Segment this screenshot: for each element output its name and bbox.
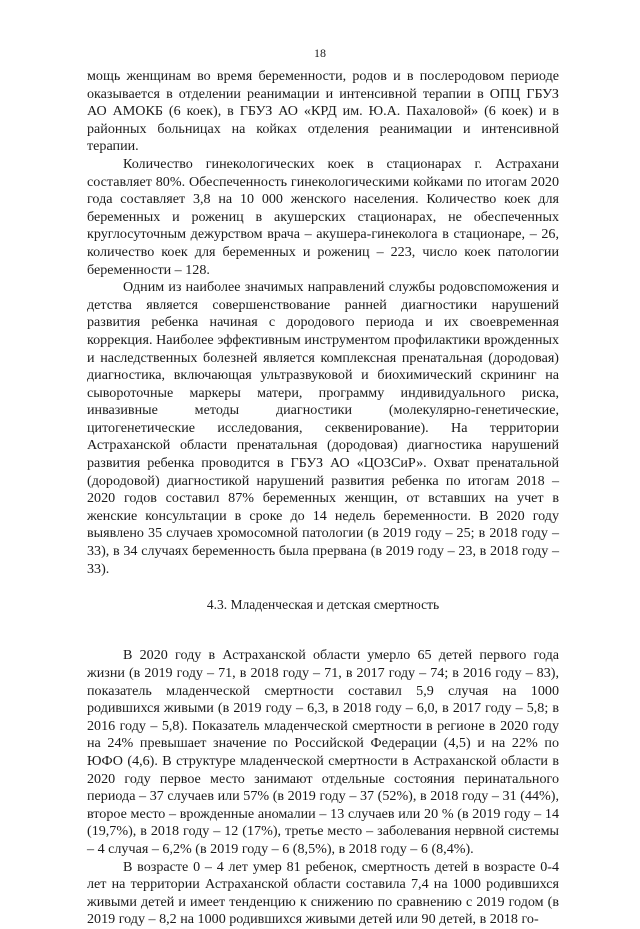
section-heading: 4.3. Младенческая и детская смертность xyxy=(206,596,440,612)
paragraph-prenatal-diagnostics: Одним из наиболее значимых направлений службы родовспоможения и детства является совершенствование ранней диагностики нарушений развития ребенка начиная с дородового периода и их своевременная коррекция. Наиболее эффективным инструментом профилактики врожденных и наследственных болезней является комплексная пренатальная (дородовая) диагностика, включающая ультразвуковой и биохимический скрининг на сывороточные маркеры матери, программу индивидуального риска, инвазивные методы диагностики (молекулярно-генетические, цитогенетические исследования, секвенирование). На территории Астраханской области пренатальная (дородовая) диагностика нарушений развития ребенка проводится в ГБУЗ АО «ЦОЗСиР». Охват пренатальной (дородовой) диагностикой нарушений развития ребенка по итогам 2018 – 2020 годов составил 87% беременных женщин, от вставших на учет в женские консультации в сроке до 14 недель беременности. В 2020 году выявлено 35 случаев хромосомной патологии (в 2019 году – 25; в 2018 году – 33), в 34 случаях беременность была прервана (в 2019 году – 23, в 2018 году – 33). xyxy=(87,279,559,577)
paragraph-gynecological-beds: Количество гинекологических коек в стационарах г. Астрахани составляет 80%. Обеспеченность гинекологическими койками по итогам 2020 года составляет 3,8 на 10 000 женского населения. Количество коек для беременных и рожениц в акушерских стационарах, не обеспеченных круглосуточным дежурством врача – акушера-гинеколога в стационаре, – 26, количество коек для беременных и рожениц – 223, число коек патологии беременности – 128. xyxy=(87,155,559,278)
page-number: 18 xyxy=(314,46,326,60)
paragraph-child-mortality: В возрасте 0 – 4 лет умер 81 ребенок, смертность детей в возрасте 0-4 лет на территории Астраханской области составила 7,4 на 1000 родившихся живыми детей и имеет тенденцию к снижению по сравнению с 2019 годом (в 2019 году – 8,2 на 1000 родившихся живыми детей или 90 детей, в 2018 го- xyxy=(87,858,559,928)
paragraph-infant-mortality: В 2020 году в Астраханской области умерло 65 детей первого года жизни (в 2019 году – 71, в 2018 году – 71, в 2017 году – 74; в 2016 году – 83), показатель младенческой смертности составил 5,9 случая на 1000 родившихся живыми (в 2019 году – 6,3, в 2018 году – 6,0, в 2017 году – 5,8; в 2016 году – 5,8). Показатель младенческой смертности в регионе в 2020 году на 24% превышает значение по Российской Федерации (4,5) и на 22% по ЮФО (4,6). В структуре младенческой смертности в Астраханской области в 2020 году первое место занимают отдельные состояния перинатального периода – 37 случаев или 57% (в 2019 году – 37 (52%), в 2018 году – 31 (44%), второе место – врожденные аномалии – 13 случаев или 20 % (в 2019 году – 14 (19,7%), в 2018 году – 12 (17%), третье место – заболевания нервной системы – 4 случая – 6,2% (в 2019 году – 6 (8,5%), в 2018 году – 6 (8,4%). xyxy=(87,647,559,857)
paragraph-continuation: мощь женщинам во время беременности, родов и в послеродовом периоде оказывается в отделении реанимации и интенсивной терапии в ОПЦ ГБУЗ АО АМОКБ (6 коек), в ГБУЗ АО «КРД им. Ю.А. Пахаловой» (6 коек) и в районных больницах на койках отделения реанимации и интенсивной терапии. xyxy=(87,68,559,155)
document-body xyxy=(87,68,559,929)
